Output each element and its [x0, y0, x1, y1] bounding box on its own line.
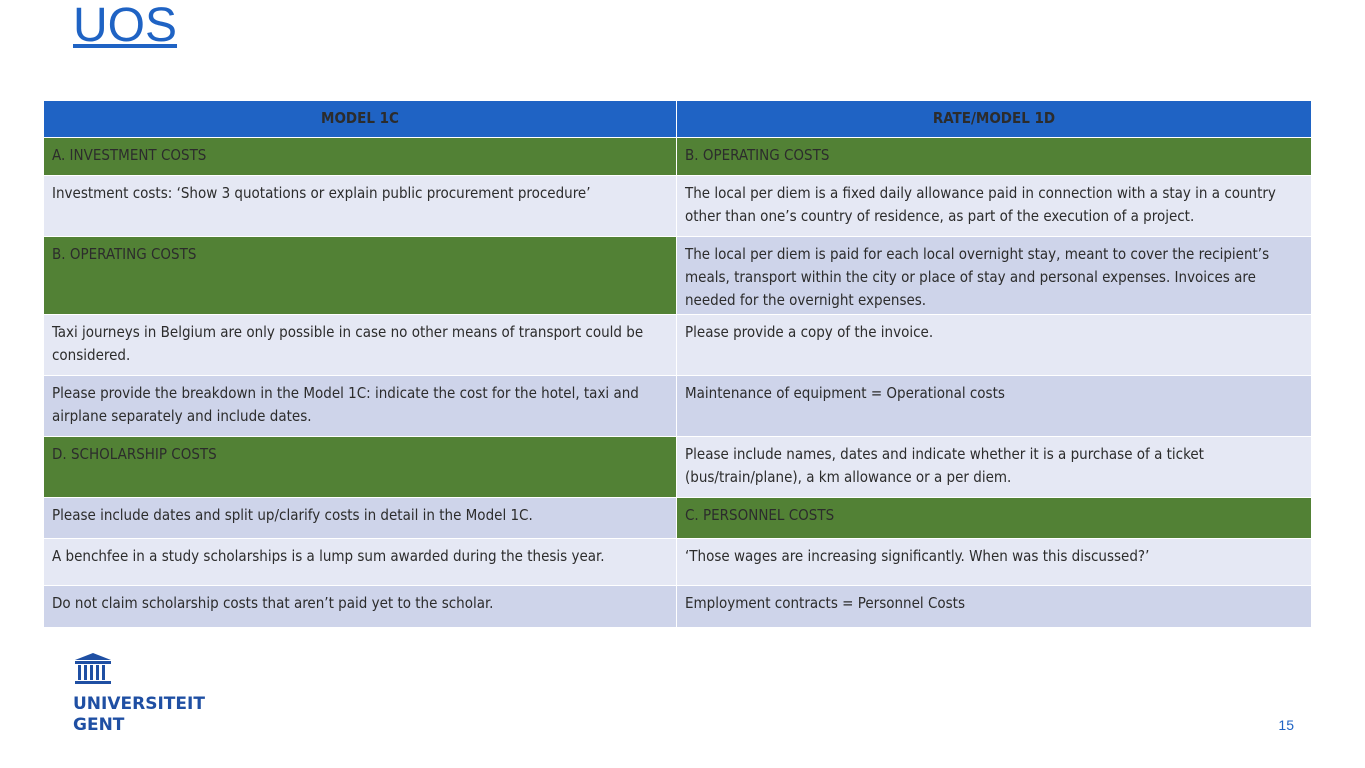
table-row	[44, 376, 1312, 437]
logo-line-1: UNIVERSITEIT	[73, 694, 205, 714]
university-logo	[73, 652, 205, 737]
table-cell: Investment costs: ‘Show 3 quotations or explain public procurement procedure’	[44, 176, 677, 237]
table-cell: Taxi journeys in Belgium are only possible in case no other means of transport could be considered.	[44, 315, 677, 376]
table-header-row	[44, 101, 1312, 138]
section-header-investment-costs: A. INVESTMENT COSTS	[44, 138, 677, 176]
table-row	[44, 315, 1312, 376]
section-header-operating-costs: B. OPERATING COSTS	[677, 138, 1312, 176]
column-header-rate-model-1d: RATE/MODEL 1D	[677, 101, 1312, 138]
section-header-scholarship-costs: D. SCHOLARSHIP COSTS	[44, 437, 677, 498]
table-row	[44, 237, 1312, 315]
table-cell: Maintenance of equipment = Operational costs	[677, 376, 1312, 437]
slide-title-line2: UOS	[73, 0, 178, 52]
table-row	[44, 539, 1312, 586]
table-cell: Do not claim scholarship costs that aren’t paid yet to the scholar.	[44, 586, 677, 628]
table-row	[44, 437, 1312, 498]
column-header-model-1c: MODEL 1C	[44, 101, 677, 138]
costs-table	[43, 100, 1312, 628]
table-cell: Employment contracts = Personnel Costs	[677, 586, 1312, 628]
table-cell: A benchfee in a study scholarships is a lump sum awarded during the thesis year.	[44, 539, 677, 586]
page-number: 15	[1278, 717, 1294, 733]
table-cell: Please provide a copy of the invoice.	[677, 315, 1312, 376]
table-cell: The local per diem is a fixed daily allowance paid in connection with a stay in a country other than one’s country of residence, as part of the execution of a project.	[677, 176, 1312, 237]
table-cell: Please include names, dates and indicate whether it is a purchase of a ticket (bus/train/plane), a km allowance or a per diem.	[677, 437, 1312, 498]
table-cell: Please include dates and split up/clarify costs in detail in the Model 1C.	[44, 498, 677, 539]
logo-line-2: GENT	[73, 715, 125, 735]
table-cell: The local per diem is paid for each local overnight stay, meant to cover the recipient’s meals, transport within the city or place of stay and personal expenses. Invoices are needed for the overnight expenses.	[677, 237, 1312, 315]
section-header-operating-costs: B. OPERATING COSTS	[44, 237, 677, 315]
table-cell: ‘Those wages are increasing significantly. When was this discussed?’	[677, 539, 1312, 586]
table-cell: Please provide the breakdown in the Model 1C: indicate the cost for the hotel, taxi and airplane separately and include dates.	[44, 376, 677, 437]
section-header-personnel-costs: C. PERSONNEL COSTS	[677, 498, 1312, 539]
slide-title	[73, 0, 1313, 52]
table-row	[44, 138, 1312, 176]
table-row	[44, 586, 1312, 628]
table-row	[44, 176, 1312, 237]
table-row	[44, 498, 1312, 539]
university-building-icon	[73, 652, 113, 688]
university-logo-text	[73, 694, 205, 736]
